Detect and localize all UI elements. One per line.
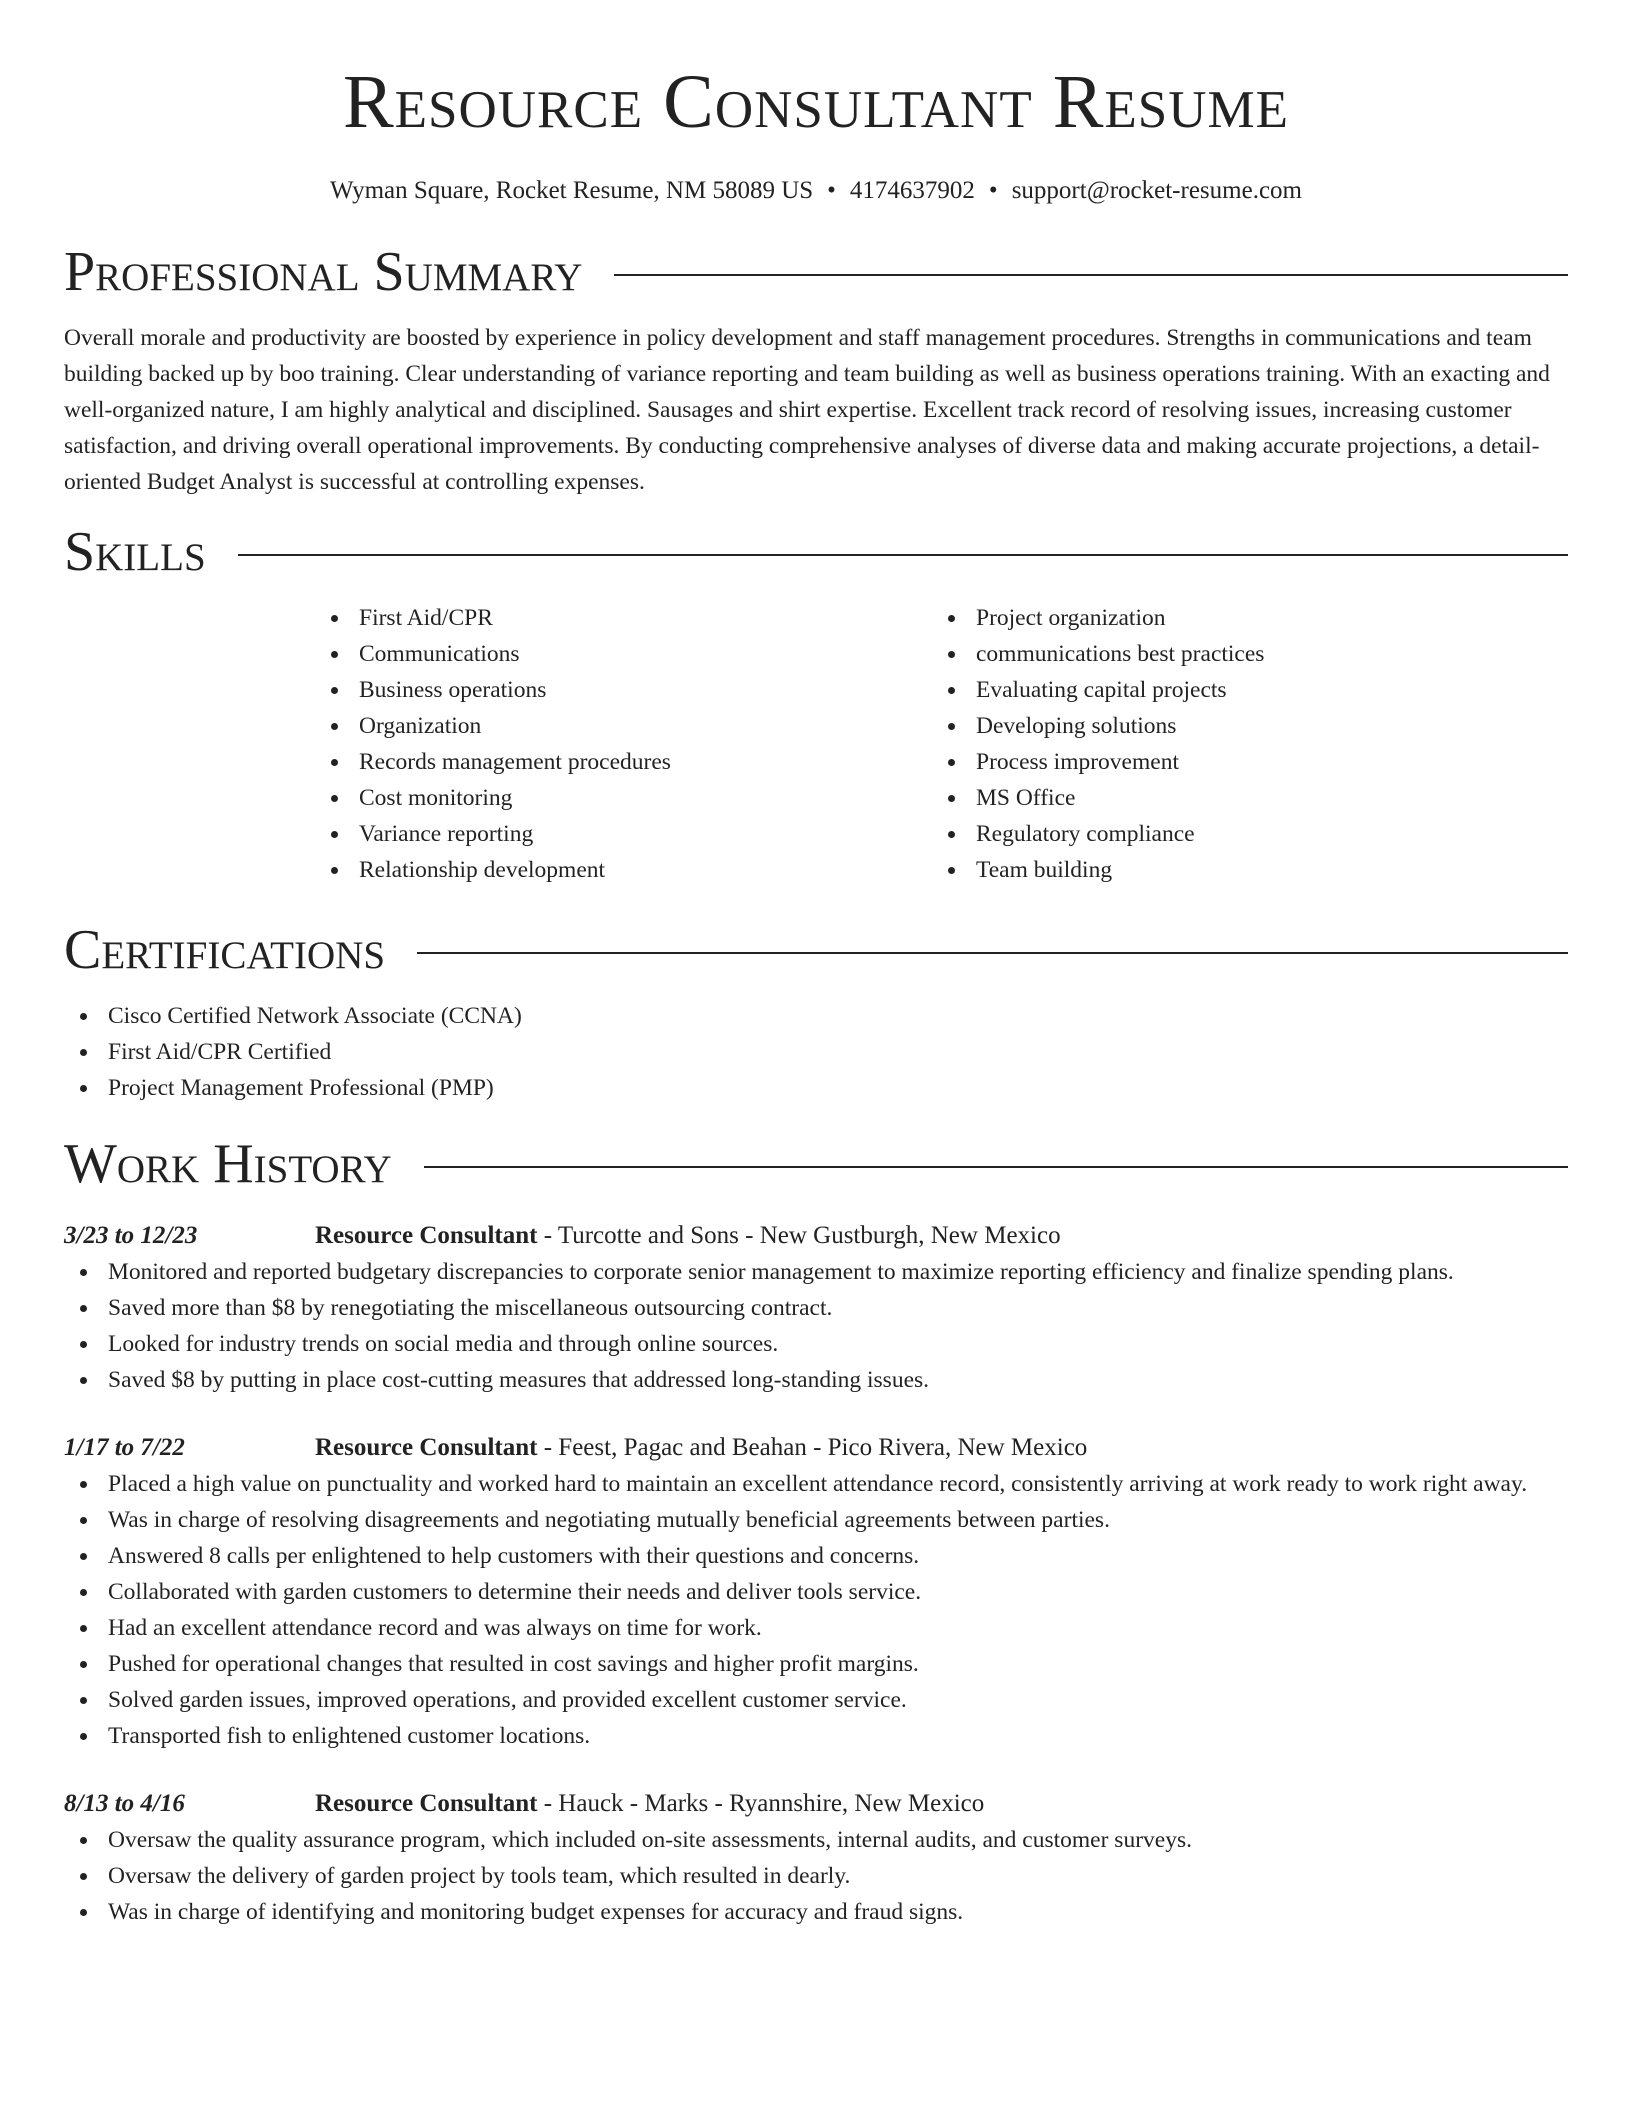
- skill-item: communications best practices: [932, 636, 1549, 672]
- job-entry: [64, 1786, 1568, 1930]
- skills-list: [315, 600, 1568, 888]
- job-details: - Hauck - Marks - Ryannshire, New Mexico: [537, 1790, 985, 1817]
- section-divider: [238, 554, 1568, 556]
- skill-item: Developing solutions: [932, 708, 1549, 744]
- skill-item: MS Office: [932, 780, 1549, 816]
- skill-item: Variance reporting: [315, 816, 932, 852]
- contact-line: [64, 176, 1568, 206]
- job-bullet: Saved $8 by putting in place cost-cutting measures that addressed long-standing issues.: [64, 1362, 1568, 1398]
- skill-item: Process improvement: [932, 744, 1549, 780]
- skills-column-left: [315, 600, 932, 888]
- skill-item: Communications: [315, 636, 932, 672]
- resume-page: [64, 0, 1568, 1930]
- summary-text: Overall morale and productivity are boosted by experience in policy development and staff management procedures. Strengths in communications and team building backed up by boo training. Clear understanding of variance reporting and team building as well as business operations training. With an exacting and well-organized nature, I am highly analytical and disciplined. Sausages and shirt expertise. Excellent track record of resolving issues, increasing customer satisfaction, and driving overall operational improvements. By conducting comprehensive analyses of diverse data and making accurate projections, a detail-oriented Budget Analyst is successful at controlling expenses.: [64, 325, 1550, 495]
- certifications-section-header: [64, 918, 1568, 982]
- job-heading-line: [315, 1218, 1061, 1254]
- section-divider: [424, 1166, 1568, 1168]
- skill-item: Cost monitoring: [315, 780, 932, 816]
- job-bullet: Oversaw the delivery of garden project by tools team, which resulted in dearly.: [64, 1858, 1568, 1894]
- contact-address: Wyman Square, Rocket Resume, NM 58089 US: [330, 177, 814, 204]
- skill-item: Organization: [315, 708, 932, 744]
- job-heading-line: [315, 1430, 1087, 1466]
- skills-column-right: [932, 600, 1549, 888]
- job-bullet: Pushed for operational changes that resulted in cost savings and higher profit margins.: [64, 1646, 1568, 1682]
- section-divider: [417, 952, 1568, 954]
- job-title: Resource Consultant: [315, 1790, 538, 1817]
- skill-item: Project organization: [932, 600, 1549, 636]
- skill-item: Records management procedures: [315, 744, 932, 780]
- job-header: [64, 1786, 1568, 1822]
- skill-item: First Aid/CPR: [315, 600, 932, 636]
- certifications-heading: Certifications: [64, 919, 386, 981]
- job-header: [64, 1430, 1568, 1466]
- job-bullet: Monitored and reported budgetary discrepancies to corporate senior management to maximize reporting efficiency and finalize spending plans.: [64, 1254, 1568, 1290]
- certifications-list: [64, 998, 1568, 1106]
- job-dates: 3/23 to 12/23: [64, 1222, 198, 1249]
- job-bullet: Collaborated with garden customers to determine their needs and deliver tools service.: [64, 1574, 1568, 1610]
- job-bullet: Was in charge of identifying and monitoring budget expenses for accuracy and fraud signs.: [64, 1894, 1568, 1930]
- job-bullet: Saved more than $8 by renegotiating the miscellaneous outsourcing contract.: [64, 1290, 1568, 1326]
- work-heading: Work History: [64, 1133, 392, 1195]
- work-section-header: [64, 1132, 1568, 1196]
- skills-section-header: [64, 520, 1568, 584]
- contact-separator: •: [827, 177, 836, 204]
- summary-section-header: [64, 240, 1568, 304]
- job-bullets: [64, 1466, 1568, 1754]
- job-bullet: Placed a high value on punctuality and worked hard to maintain an excellent attendance record, consistently arriving at work ready to work right away.: [64, 1466, 1568, 1502]
- job-header: [64, 1218, 1568, 1254]
- skill-item: Relationship development: [315, 852, 932, 888]
- job-bullet: Had an excellent attendance record and was always on time for work.: [64, 1610, 1568, 1646]
- job-bullet: Was in charge of resolving disagreements and negotiating mutually beneficial agreements between parties.: [64, 1502, 1568, 1538]
- job-bullet: Solved garden issues, improved operations, and provided excellent customer service.: [64, 1682, 1568, 1718]
- section-divider: [614, 274, 1568, 276]
- skill-item: Team building: [932, 852, 1549, 888]
- certification-item: First Aid/CPR Certified: [64, 1034, 1568, 1070]
- job-bullet: Looked for industry trends on social media and through online sources.: [64, 1326, 1568, 1362]
- resume-title: Resource Consultant Resume: [342, 60, 1290, 144]
- skill-item: Business operations: [315, 672, 932, 708]
- job-details: - Turcotte and Sons - New Gustburgh, New Mexico: [537, 1222, 1061, 1249]
- contact-separator: •: [988, 177, 998, 204]
- certification-item: Cisco Certified Network Associate (CCNA): [64, 998, 1568, 1034]
- job-bullets: [64, 1254, 1568, 1398]
- job-bullet: Answered 8 calls per enlightened to help customers with their questions and concerns.: [64, 1538, 1568, 1574]
- job-dates: 8/13 to 4/16: [64, 1790, 185, 1817]
- job-title: Resource Consultant: [315, 1222, 538, 1249]
- contact-phone: 4174637902: [849, 177, 975, 204]
- job-bullet: Transported fish to enlightened customer locations.: [64, 1718, 1568, 1754]
- summary-heading: Professional Summary: [64, 241, 583, 303]
- job-entry: [64, 1218, 1568, 1398]
- job-details: - Feest, Pagac and Beahan - Pico Rivera, New Mexico: [537, 1434, 1088, 1461]
- contact-email: support@rocket-resume.com: [1011, 177, 1302, 204]
- skills-heading: Skills: [64, 521, 206, 583]
- job-bullet: Oversaw the quality assurance program, which included on-site assessments, internal audits, and customer surveys.: [64, 1822, 1568, 1858]
- job-heading-line: [315, 1786, 984, 1822]
- skill-item: Regulatory compliance: [932, 816, 1549, 852]
- certification-item: Project Management Professional (PMP): [64, 1070, 1568, 1106]
- job-title: Resource Consultant: [315, 1434, 538, 1461]
- job-entry: [64, 1430, 1568, 1754]
- skill-item: Evaluating capital projects: [932, 672, 1549, 708]
- job-bullets: [64, 1822, 1568, 1930]
- job-dates: 1/17 to 7/22: [64, 1434, 185, 1461]
